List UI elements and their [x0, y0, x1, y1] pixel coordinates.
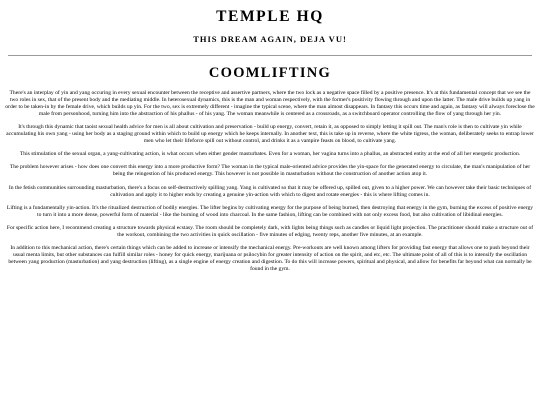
paragraph-5: In the fetish communities surrounding masturbation, there's a focus on self-destructively spilling yang. Yang is cultivated so that it may be offered up, spilled out, given to a higher power. We can however take their basic techniques of cultivation and apply it to higher ends by creating a genuine yin-action with which to digest and rotate energies - this is where lifting comes in.	[8, 184, 532, 198]
paragraph-1: There's an interplay of yin and yang occuring in every sexual encounter between the receptive and assertive partners, where the two lock as a negative space filled by a positive presence. It's at this fundamental concept that we see the two roles in sex, that of the present body and the mediating middle. In heterosexual dynamics, this is the man and woman respectively, with the former's positivity flowing through and upon the latter. The male drive builds up yang in order to be taken-in by the female drive, which builds up yin. For the two, sex is extremely different - imagine the typical scene, where the man almost disappears. In fantasy this occurs time and again, as fantasy will always foreclose the male from personhood, turning him into the abstraction of his phallus - of his yang. The woman meanwhile is centered as a crossroads, as a switchboard operator controlling the flow of yang through her yin.	[5, 90, 535, 117]
paragraph-8: In addition to this mechanical action, there's certain things which can be added to increase or intensify the mechanical energy. Pre-workouts are well known among lifters for providing fast energy that allows one to push beyond their usual menta limits, but other substances can fulfill similar roles - honey for quick energy, marijuana or psilocybin for greater intensity of action on the spirit, and etc, etc. The ultimate point of all of this is to intensify the oscillation between yang production (masturbation) and yang destruction (lifting), as a single engine of energy creation and digestion. To do this will increase powers, spiritual and physical, and allow for benefits far beyond what can normally be found in the gym.	[8, 245, 532, 272]
paragraph-7: For specific action here, I recommend creating a structure towards physical ecstasy. The room should be completely dark, with lights being things such as candles or liquid light projection. The practitioner should make a structure out of the workout, combining the two activities in quick oscillation - five minutes of edging, twenty reps, another five minutes, at an example.	[6, 225, 534, 238]
paragraph-6: Lifting is a fundamentally yin-action. It's the ritualized destruction of bodily energies. The lifter begins by cultivating energy for the purpose of being burned, then destroying that energy in the gym, burning the excess of positive energy to turn it into a more dense, powerful form of material - like the burning of wood into charcoal. In the same fashion, lifting can be combined with not only excess food, but also cultivation of libidinal energies.	[6, 204, 534, 218]
article-title: COOMLIFTING	[208, 65, 332, 81]
site-header	[4, 0, 536, 44]
site-subtitle: THIS DREAM AGAIN, DEJA VU!	[193, 34, 347, 44]
paragraph-4: The problem however arises - how does one convert this energy into a more productive form? The woman in the typical male-oriented advice provides the yin-space for the generated energy to circulate, the man's manipulation of her being the reingestion of his produced energy. This however is not possible in masturbation without the construction of another action atop it.	[9, 164, 531, 178]
article	[4, 65, 536, 273]
site-title[interactable]: TEMPLE HQ	[216, 8, 324, 25]
header-divider	[8, 55, 532, 56]
article-body	[4, 90, 536, 273]
paragraph-3: This stimulation of the sexual organ, a yang-cultivating action, is what occurs when either gender masturbates. Even for a woman, her vagina turns into a phallus, an abstracted entity at the end of all her energetic production.	[19, 151, 521, 158]
paragraph-2: It's through this dynamic that taoist sexual health advice for men is all about cultivation and preservation - build up energy, convert, retain it, as opposed to simply letting it spill out. The man's role is then to cultivate yin while accumulating his own yang - using her body as a staging ground within which to build up energy which he keeps internally. In another text, this is take up in reverse, where the white tigress, the woman, deliberately seeks to entrap lower men who let their lifeforce spill out without control, and drinks it as a vampire feasts on blood, to cultivate yang.	[6, 124, 534, 144]
